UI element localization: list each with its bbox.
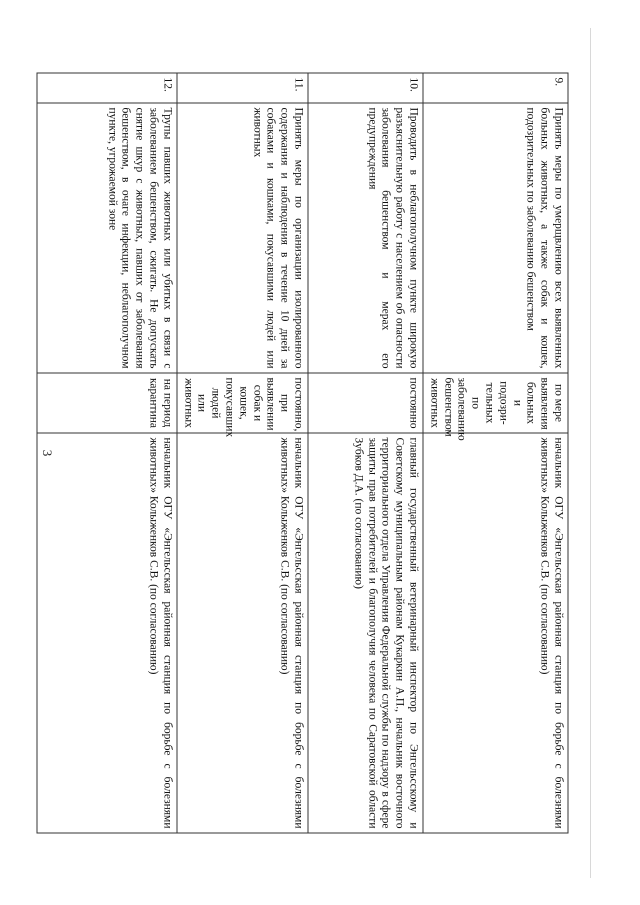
rotated-table-container [72, 73, 569, 833]
table-row [308, 73, 423, 833]
row-number: 10. [308, 73, 423, 103]
row-number: 9. [423, 73, 568, 103]
action-cell: Принять меры по организации изолированного содержания и наблюдения в течение 10 дней за собаками и кошками, покусавшими людей или животных [177, 103, 308, 373]
responsible-cell: главный государственный ветеринарный инспектор по Энгельсскому и Советскому муниципальным районам Кукаркин А.П., начальник восточного территориального отдела Управления Федеральной службы по надзору в сфере защиты прав потребителей и благополучия человека по Саратовской области Зубков Д.А. (по согласованию) [308, 433, 423, 833]
row-number: 11. [177, 73, 308, 103]
measures-table [36, 73, 568, 834]
row-number: 12. [37, 73, 177, 103]
table-row [177, 73, 308, 833]
action-cell: Трупы павших животных или убитых в связи с заболеванием бешенством, сжигать. Не допускать снятие шкур с животных, павших от заболевания бешенством, в очаге инфекции, неблагополучном пункте, угрожаемой зоне [37, 103, 177, 373]
table-row [423, 73, 568, 833]
term-cell: постоянно, при выявлении собак и кошек, покусавших людей или животных [177, 373, 308, 433]
action-cell: Принять меры по умерщвлению всех выявленных больных животных, а также собак и кошек, подозрительных по заболеванию бешенством [423, 103, 568, 373]
responsible-cell: начальник ОГУ «Энгельсская районная станция по борьбе с болезнями животных» Колыженков С.В. (по согласованию) [423, 433, 568, 833]
term-cell: по мере выявления больных и подозри-тельных по заболеванию бешенством животных [423, 373, 568, 433]
action-cell: Проводить в неблагополучном пункте широкую разъяснительную работу с населением об опасности заболевания бешенством и мерах его предупреждения [308, 103, 423, 373]
term-cell: на период карантина [37, 373, 177, 433]
table-row [37, 73, 177, 833]
responsible-cell: начальник ОГУ «Энгельсская районная станция по борьбе с болезнями животных» Колыженков С.В. (по согласованию) [177, 433, 308, 833]
term-cell: постоянно [308, 373, 423, 433]
scan-edge-line [590, 28, 591, 878]
page-number: 3 [40, 449, 55, 457]
responsible-cell: начальник ОГУ «Энгельсская районная станция по борьбе с болезнями животных» Колыженков С.В. (по согласованию) [37, 433, 177, 833]
